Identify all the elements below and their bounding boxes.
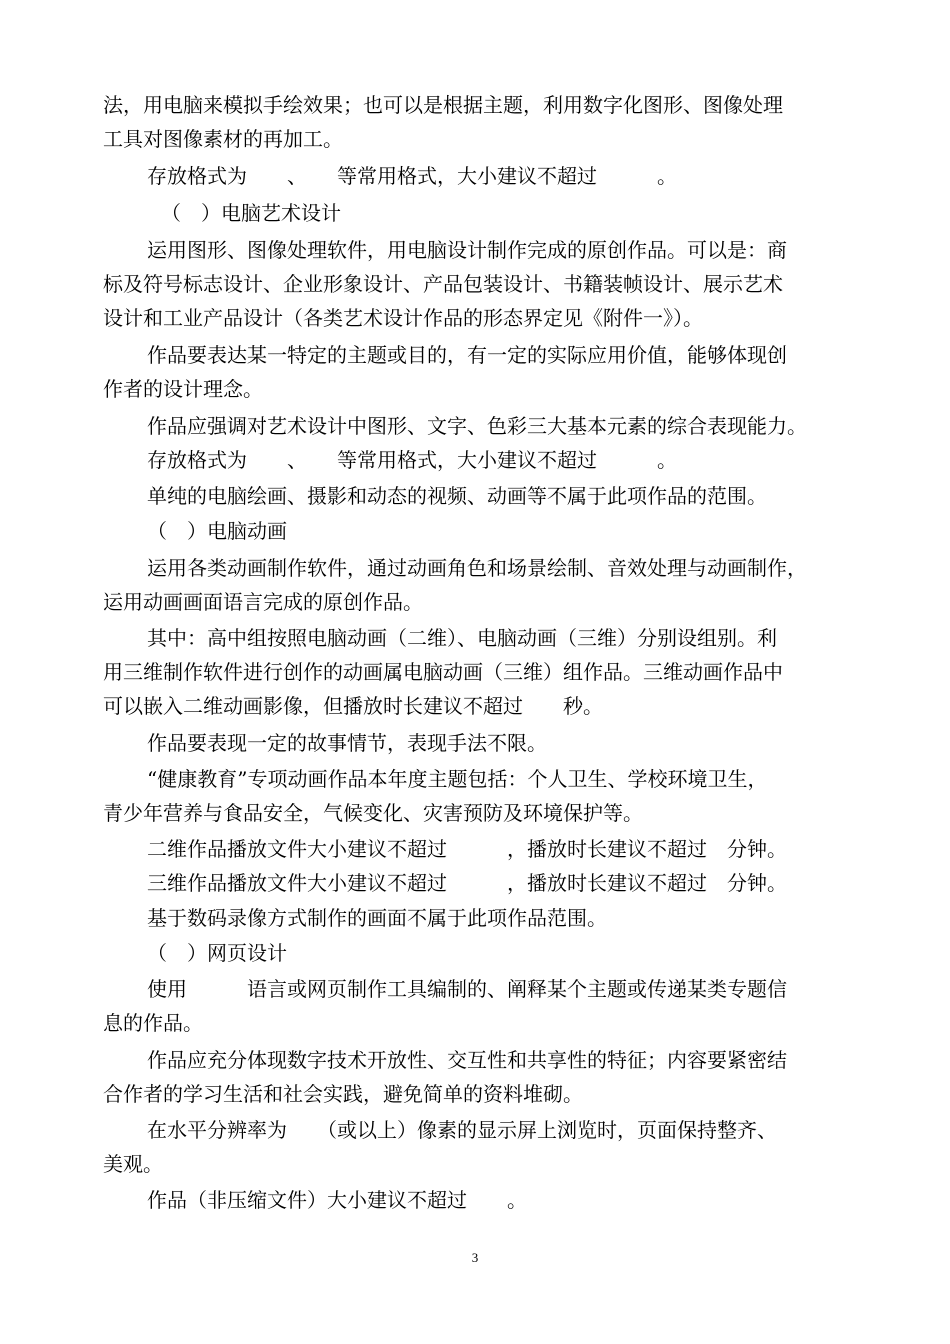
page-number: 3 <box>471 1250 479 1265</box>
body-line: 合作者的学习生活和社会实践，避免简单的资料堆砌。 <box>103 1082 583 1106</box>
body-line: “健康教育”专项动画作品本年度主题包括：个人卫生、学校环境卫生， <box>147 767 768 791</box>
body-line: 存放格式为 、 等常用格式，大小建议不超过 。 <box>147 448 677 472</box>
body-line: 可以嵌入二维动画影像，但播放时长建议不超过 秒。 <box>103 694 603 718</box>
body-line: 作品应强调对艺术设计中图形、文字、色彩三大基本元素的综合表现能力。 <box>147 414 807 438</box>
section-heading: （ ）电脑动画 <box>147 519 287 543</box>
body-line: 使用 语言或网页制作工具编制的、阐释某个主题或传递某类专题信 <box>147 977 787 1001</box>
body-line: 存放格式为 、 等常用格式，大小建议不超过 。 <box>147 164 677 188</box>
body-line: 息的作品。 <box>103 1011 203 1035</box>
body-line: 标及符号标志设计、企业形象设计、产品包装设计、书籍装帧设计、展示艺术 <box>103 272 783 296</box>
body-line: 作品（非压缩文件）大小建议不超过 。 <box>147 1188 527 1212</box>
body-line: 青少年营养与食品安全，气候变化、灾害预防及环境保护等。 <box>103 801 643 825</box>
body-line: 作品要表达某一特定的主题或目的，有一定的实际应用价值，能够体现创 <box>147 343 787 367</box>
body-line: 其中：高中组按照电脑动画（二维）、电脑动画（三维）分别设组别。利 <box>147 626 777 650</box>
body-line: 基于数码录像方式制作的画面不属于此项作品范围。 <box>147 906 607 930</box>
body-line: 单纯的电脑绘画、摄影和动态的视频、动画等不属于此项作品的范围。 <box>147 484 767 508</box>
body-line: 运用图形、图像处理软件，用电脑设计制作完成的原创作品。可以是：商 <box>147 238 787 262</box>
body-line: 设计和工业产品设计（各类艺术设计作品的形态界定见《附件一》）。 <box>103 306 703 330</box>
body-line: 工具对图像素材的再加工。 <box>103 127 343 151</box>
body-line: 运用动画画面语言完成的原创作品。 <box>103 590 423 614</box>
body-line: 作者的设计理念。 <box>103 377 263 401</box>
body-line: 运用各类动画制作软件，通过动画角色和场景绘制、音效处理与动画制作， <box>147 556 807 580</box>
body-line: 作品要表现一定的故事情节，表现手法不限。 <box>147 731 547 755</box>
body-line: 三维作品播放文件大小建议不超过 ，播放时长建议不超过 分钟。 <box>147 871 787 895</box>
section-heading: （ ）电脑艺术设计 <box>161 201 341 225</box>
body-line: 法，用电脑来模拟手绘效果；也可以是根据主题，利用数字化图形、图像处理 <box>103 93 783 117</box>
body-line: 在水平分辨率为 （或以上）像素的显示屏上浏览时，页面保持整齐、 <box>147 1118 777 1142</box>
body-line: 美观。 <box>103 1152 163 1176</box>
body-line: 作品应充分体现数字技术开放性、交互性和共享性的特征；内容要紧密结 <box>147 1048 787 1072</box>
section-heading: （ ）网页设计 <box>147 941 287 965</box>
body-line: 用三维制作软件进行创作的动画属电脑动画（三维）组作品。三维动画作品中 <box>103 660 783 684</box>
body-line: 二维作品播放文件大小建议不超过 ，播放时长建议不超过 分钟。 <box>147 837 787 861</box>
